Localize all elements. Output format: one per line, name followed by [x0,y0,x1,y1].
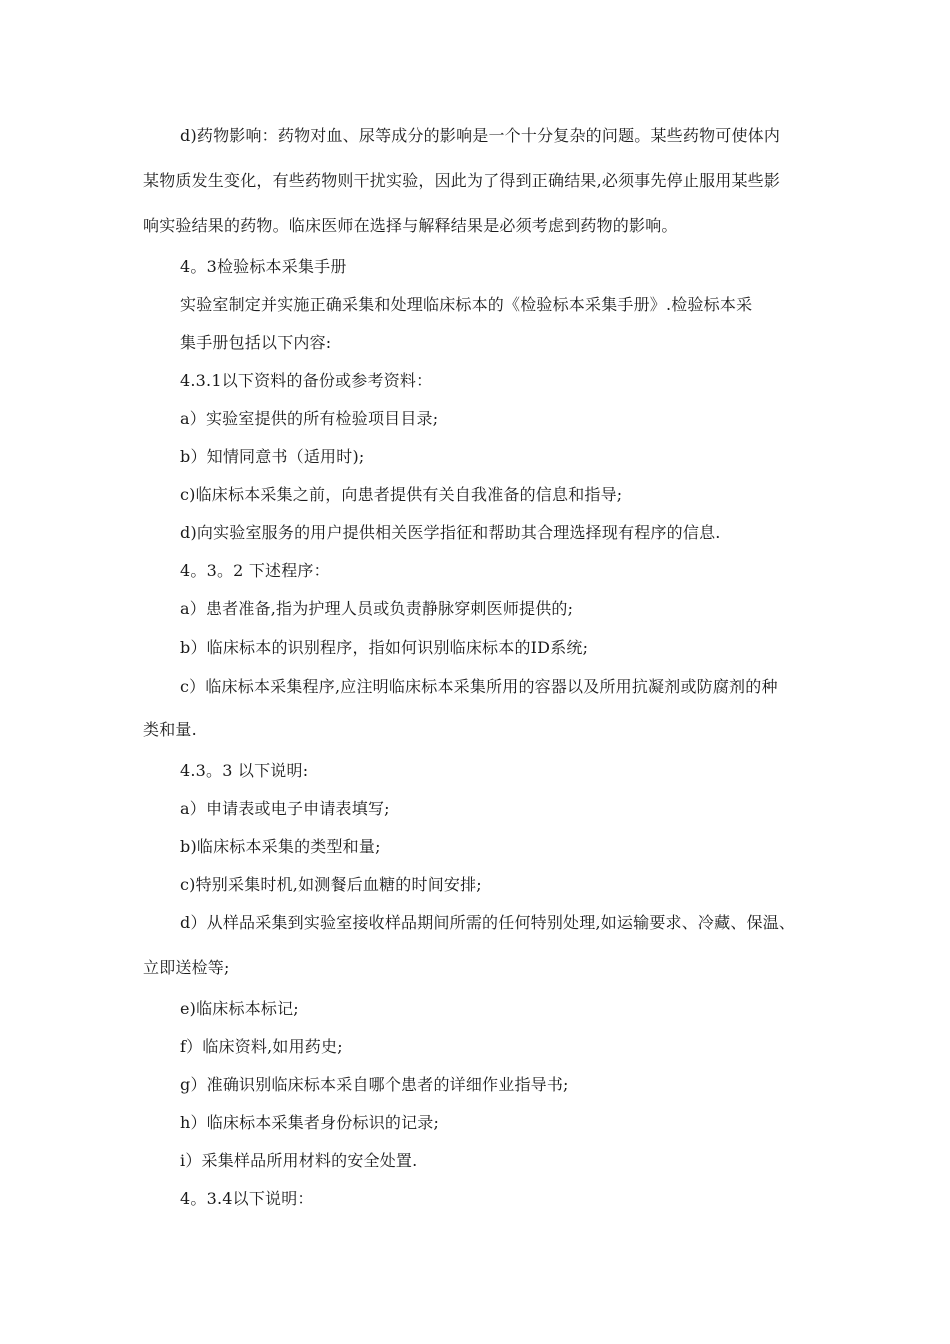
list-item: c)临床标本采集之前，向患者提供有关自我准备的信息和指导; [180,485,623,504]
list-item: a）申请表或电子申请表填写; [180,799,390,818]
list-item: d）从样品采集到实验室接收样品期间所需的任何特别处理,如运输要求、冷藏、保温、 [180,913,796,932]
list-item: f）临床资料,如用药史; [180,1037,343,1056]
list-item: a）实验室提供的所有检验项目目录; [180,409,439,428]
list-item: a）患者准备,指为护理人员或负责静脉穿刺医师提供的; [180,599,574,618]
list-item: c)特别采集时机,如测餐后血糖的时间安排; [180,875,482,894]
list-item: b）临床标本的识别程序，指如何识别临床标本的ID系统; [180,638,589,657]
paragraph-line: 实验室制定并实施正确采集和处理临床标本的《检验标本采集手册》.检验标本采 [180,295,753,314]
list-item: d)向实验室服务的用户提供相关医学指征和帮助其合理选择现有程序的信息. [180,523,721,542]
paragraph-line: 类和量. [143,720,197,739]
subsection-heading: 4.3.1以下资料的备份或参考资料： [180,371,433,390]
list-item: b）知情同意书（适用时); [180,447,365,466]
paragraph-line: d)药物影响：药物对血、尿等成分的影响是一个十分复杂的问题。某些药物可使体内 [180,126,781,145]
paragraph-line: 某物质发生变化，有些药物则干扰实验，因此为了得到正确结果,必须事先停止服用某些影 [143,171,781,190]
list-item: e)临床标本标记; [180,999,299,1018]
list-item: h）临床标本采集者身份标识的记录; [180,1113,440,1132]
subsection-heading: 4.3。3 以下说明: [180,761,309,780]
subsection-heading: 4。3.4以下说明： [180,1189,314,1208]
list-item: b)临床标本采集的类型和量; [180,837,381,856]
list-item: g）准确识别临床标本采自哪个患者的详细作业指导书; [180,1075,569,1094]
paragraph-line: 立即送检等; [143,958,230,977]
paragraph-line: 响实验结果的药物。临床医师在选择与解释结果是必须考虑到药物的影响。 [143,216,678,235]
subsection-heading: 4。3。2 下述程序： [180,561,330,580]
list-item: i）采集样品所用材料的安全处置. [180,1151,418,1170]
list-item: c）临床标本采集程序,应注明临床标本采集所用的容器以及所用抗凝剂或防腐剂的种 [180,677,778,696]
paragraph-line: 集手册包括以下内容: [180,333,332,352]
section-heading: 4。3检验标本采集手册 [180,257,347,276]
